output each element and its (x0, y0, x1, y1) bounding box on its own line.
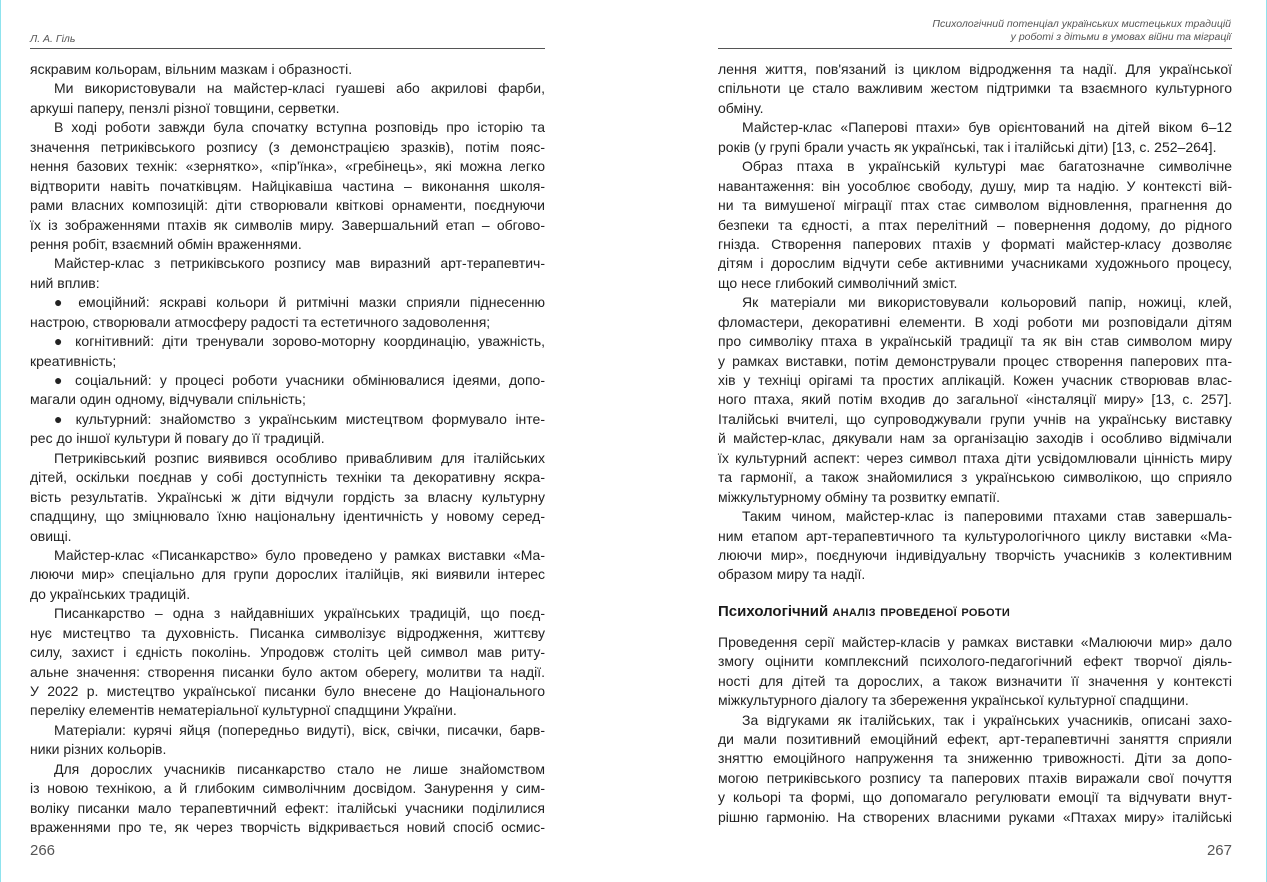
left-page-body (30, 60, 545, 838)
text-line: враженнями про те, як через творчість відкривається новий спосіб осмис- (30, 819, 545, 836)
paragraph (30, 79, 545, 118)
paragraph (30, 60, 545, 79)
text-line: магали один одному, відчували спільність; (30, 391, 306, 408)
text-line: безпеки та єдності, а птах перелітний – повернення додому, до рідного (718, 216, 1232, 233)
paragraph (718, 293, 1232, 507)
paragraph (718, 633, 1232, 711)
text-line: Майстер-клас «Паперові птахи» був орієнтований на дітей віком 6–12 (742, 119, 1232, 136)
text-line: про символіку птаха в українській традиції та як він став символом миру (718, 333, 1232, 350)
paragraph (30, 604, 545, 721)
text-line: Для дорослих учасників писанкарство стало не лише знайомством (54, 760, 545, 777)
text-line: рами власних композицій: діти створювали квіткові орнаменти, поєднуючи (30, 197, 545, 214)
paragraph (30, 721, 545, 760)
text-line: ний вплив: (30, 274, 100, 291)
paragraph (718, 118, 1232, 157)
text-line: ності для дітей та дорослих, а також визначити її значення у контексті (718, 672, 1232, 689)
text-line: ники різних кольорів. (30, 741, 167, 758)
text-line: років (у групі брали участь як українські, так і італійські діти) [13, с. 252–264]. (718, 138, 1217, 155)
text-line: рес до іншої культури й повагу до її традицій. (30, 430, 325, 447)
text-line: овищі. (30, 527, 72, 544)
text-line: Таким чином, майстер-клас із паперовими птахами став завершаль- (742, 508, 1232, 525)
paragraph (30, 332, 545, 371)
text-line: дітям і дорослим відчути себе активними учасниками художнього процесу, (718, 255, 1232, 272)
text-line: настрою, створювали атмосферу радості та естетичного задоволення; (30, 313, 491, 330)
text-line: люючи мир», поєднуючи індивідуальну творчість учасників з колективним (718, 546, 1232, 563)
text-line: переліку елементів нематеріальної культурної спадщини України. (30, 702, 457, 719)
text-line: альне значення: створення писанки було актом оберегу, молитви та надії. (30, 663, 545, 680)
text-line: За відгуками як італійських, так і українських учасників, описані захо- (742, 711, 1232, 728)
text-line: вість результатів. Українські ж діти відчули гордість за власну культурну (30, 488, 545, 505)
text-line: фломастери, декоративні елементи. В ході роботи ми розповідали дітям (718, 313, 1232, 330)
text-line: до українських традицій. (30, 585, 191, 602)
text-line: рення робіт, взаємний обмін враженнями. (30, 235, 302, 252)
text-line: лення життя, пов'язаний із циклом відродження та надії. Для української (718, 61, 1232, 77)
paragraph (30, 410, 545, 449)
text-line: образом миру та надії. (718, 566, 866, 583)
text-line: та гармонії, а також знайомилися з українською символікою, що сприяло (718, 469, 1232, 486)
text-line: нення базових технік: «зернятко», «пір'їнка», «гребінець», які можна легко (30, 158, 545, 175)
text-line: обміну. (718, 99, 764, 116)
running-head-title-line1: Психологічний потенціал українських мистецьких традицій (932, 18, 1231, 30)
text-line: міжкультурному обміну та розвитку емпатії. (718, 488, 1001, 505)
text-line: ним етапом арт-терапевтичного та культурологічного циклу виставки «Ма- (718, 527, 1232, 544)
text-line: люючи мир» спеціально для групи дорослих італійців, які виявили інтерес (30, 566, 545, 583)
text-line: їх культурний аспект: через символ птаха діти усвідомлювали цінність миру (718, 449, 1232, 466)
text-line: міжкультурного діалогу та збереження української культурної спадщини. (718, 692, 1189, 709)
text-line: хів у техніці орігамі та простих аплікацій. Кожен учасник створював влас- (718, 372, 1232, 388)
paragraph (30, 254, 545, 293)
paragraph (30, 118, 545, 254)
section-heading-rest: аналіз проведеної роботи (832, 602, 1011, 620)
text-line: Писанкарство – одна з найдавніших українських традицій, що поєд- (54, 605, 545, 622)
text-line: яскравим кольорам, вільним мазкам і образності. (30, 61, 353, 77)
text-line: воліку писанки мало терапевтичний ефект: італійські учасники поділилися (30, 799, 545, 816)
text-line: Італійські вчителі, що супроводжували групи учнів на українську виставку (718, 410, 1232, 427)
text-line: ● когнітивний: діти тренували зорово-моторну координацію, уважність, (54, 333, 545, 350)
paragraph (30, 293, 545, 332)
text-line: ни та вимушеної міграції птах стає символом відновлення, прагнення до (718, 197, 1232, 214)
text-line: рішню гармонію. На створених власними руками «Птахах миру» італійські (718, 808, 1232, 825)
text-line: ● культурний: знайомство з українським мистецтвом формувало інте- (54, 410, 545, 427)
paragraph (30, 371, 545, 410)
text-line: й майстер-клас, дякували нам за організацію заходів і особливо відмічали (718, 430, 1232, 447)
text-line: аркуші паперу, пензлі різної товщини, серветки. (30, 99, 340, 116)
text-line: дітей, оскільки поєднав у собі доступність техніки та декоративну яскра- (30, 469, 545, 486)
text-line: У 2022 р. мистецтво української писанки було внесене до Національного (30, 683, 545, 699)
section-heading (718, 602, 1232, 621)
text-line: значення петриківського розпису (з демонстрацією зразків), потім пояс- (30, 138, 545, 155)
text-line: ди мали позитивний емоційний ефект, арт-терапевтичні заняття сприяли (718, 731, 1232, 748)
text-line: креативність; (30, 352, 117, 369)
text-line: Петриківський розпис виявився особливо привабливим для італійських (54, 449, 545, 466)
text-line: відтворити навіть початківцям. Найцікавіша частина – виконання школя- (30, 177, 545, 194)
text-line: нує мистецтво та духовність. Писанка символізує відродження, життєву (30, 624, 545, 641)
text-line: Образ птаха в українській культурі має багатозначне символічне (742, 158, 1232, 175)
paragraph (30, 760, 545, 838)
section-heading-first: Психологічний (718, 602, 829, 620)
paragraph (718, 711, 1232, 828)
text-line: спільноти це стало важливим жестом підтримки та взаємного культурного (718, 80, 1232, 97)
paragraph (718, 507, 1232, 585)
running-head-title-line2: у роботі з дітьми в умовах війни та міграції (1010, 31, 1231, 43)
right-page-body (718, 60, 1232, 827)
running-head-title (932, 18, 1231, 44)
text-line: силу, захист і єдність поколінь. Упродовж століть цей символ мав риту- (30, 644, 545, 661)
text-line: ного птаха, який потім входив до загальної «інсталяції миру» [13, с. 257]. (718, 391, 1232, 408)
running-head-author: Л. А. Гіль (30, 33, 76, 45)
text-line: Проведення серії майстер-класів у рамках виставки «Малюючи мир» дало (718, 633, 1232, 650)
header-rule-left (30, 48, 545, 49)
text-line: Майстер-клас з петриківського розпису мав виразний арт-терапевтич- (54, 255, 545, 272)
page-edge-left (0, 0, 1, 882)
text-line: Матеріали: курячі яйця (попередньо видуті), віск, свічки, писачки, барв- (54, 721, 545, 738)
paragraph (30, 546, 545, 604)
page-number-right: 267 (1206, 842, 1232, 859)
text-line: із новою технікою, а й глибоким символічним досвідом. Занурення у сим- (30, 780, 545, 797)
text-line: гнізда. Створення паперових птахів у форматі майстер-класу дозволяє (718, 235, 1232, 252)
text-line: Як матеріали ми використовували кольоровий папір, ножиці, клей, (742, 294, 1232, 311)
text-line: що несе глибокий символічний зміст. (718, 274, 958, 291)
text-line: Майстер-клас «Писанкарство» було проведено у рамках виставки «Ма- (54, 546, 545, 563)
text-line: могою петриківського розпису та паперових птахів виражали свої почуття (718, 769, 1232, 786)
text-line: у рамках виставки, потім демонстрували процес створення паперових пта- (718, 352, 1232, 369)
text-line: навантаження: він уособлює свободу, душу, мир та надію. У контексті вій- (718, 177, 1232, 194)
text-line: їх із зображеннями птахів як символів миру. Завершальний етап – обгово- (30, 216, 545, 233)
text-line: В ході роботи завжди була спочатку вступна розповідь про історію та (54, 119, 545, 136)
text-line: ● емоційний: яскраві кольори й ритмічні мазки сприяли піднесенню (54, 294, 545, 311)
paragraph (718, 60, 1232, 118)
header-rule-right (718, 48, 1232, 49)
text-line: змогу оцінити комплексний психолого-педагогічний ефект творчої діяль- (718, 653, 1232, 670)
text-line: у кольорі та формі, що допомагало регулювати емоції та відчувати внут- (718, 789, 1232, 806)
paragraph (718, 157, 1232, 293)
paragraph (30, 449, 545, 546)
text-line: зняттю емоційного напруження та зниженню тривожності. Діти за допо- (718, 750, 1232, 767)
text-line: Ми використовували на майстер-класі гуашеві або акрилові фарби, (54, 80, 545, 97)
page-number-left: 266 (30, 842, 56, 859)
text-line: спадщину, що зміцнювало їхню національну ідентичність у новому серед- (30, 508, 545, 525)
text-line: ● соціальний: у процесі роботи учасники обмінювалися ідеями, допо- (54, 372, 545, 388)
